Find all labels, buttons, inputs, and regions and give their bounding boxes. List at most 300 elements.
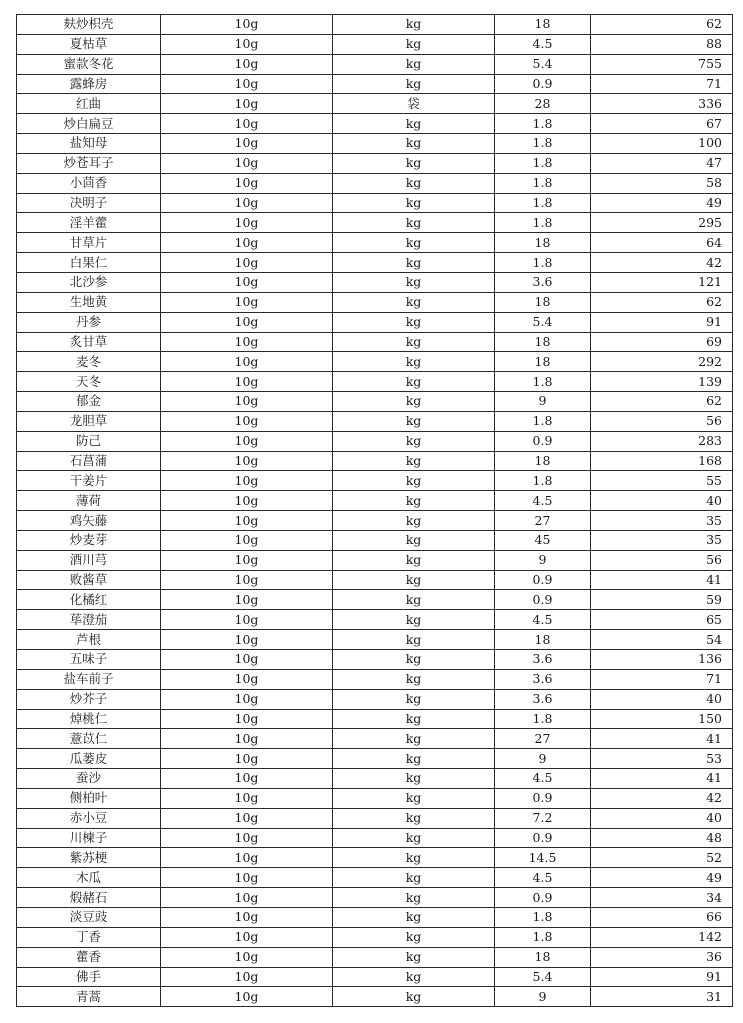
unit-cell: kg	[333, 471, 495, 491]
spec-cell: 10g	[161, 511, 333, 531]
spec-cell: 10g	[161, 808, 333, 828]
herb-name-cell: 盐车前子	[17, 669, 161, 689]
herb-name-cell: 石菖蒲	[17, 451, 161, 471]
quantity-cell: 1.8	[495, 213, 591, 233]
spec-cell: 10g	[161, 927, 333, 947]
herb-name-cell: 侧柏叶	[17, 788, 161, 808]
amount-cell: 336	[591, 94, 733, 114]
herb-name-cell: 佛手	[17, 967, 161, 987]
table-row	[17, 372, 733, 392]
amount-cell: 49	[591, 868, 733, 888]
amount-cell: 41	[591, 769, 733, 789]
unit-cell: kg	[333, 15, 495, 35]
unit-cell: kg	[333, 491, 495, 511]
table-row	[17, 530, 733, 550]
herb-name-cell: 藿香	[17, 947, 161, 967]
quantity-cell: 27	[495, 729, 591, 749]
table-row	[17, 769, 733, 789]
quantity-cell: 18	[495, 947, 591, 967]
amount-cell: 41	[591, 729, 733, 749]
unit-cell: kg	[333, 769, 495, 789]
unit-cell: kg	[333, 34, 495, 54]
table-row	[17, 213, 733, 233]
herb-name-cell: 木瓜	[17, 868, 161, 888]
table-row	[17, 94, 733, 114]
herb-name-cell: 炒芥子	[17, 689, 161, 709]
herb-name-cell: 丹参	[17, 312, 161, 332]
unit-cell: kg	[333, 590, 495, 610]
quantity-cell: 45	[495, 530, 591, 550]
table-row	[17, 253, 733, 273]
amount-cell: 49	[591, 193, 733, 213]
herb-name-cell: 郁金	[17, 392, 161, 412]
spec-cell: 10g	[161, 173, 333, 193]
quantity-cell: 1.8	[495, 927, 591, 947]
quantity-cell: 9	[495, 392, 591, 412]
unit-cell: kg	[333, 788, 495, 808]
amount-cell: 71	[591, 669, 733, 689]
spec-cell: 10g	[161, 272, 333, 292]
herb-name-cell: 败酱草	[17, 570, 161, 590]
unit-cell: kg	[333, 868, 495, 888]
unit-cell: kg	[333, 511, 495, 531]
amount-cell: 58	[591, 173, 733, 193]
unit-cell: kg	[333, 630, 495, 650]
herb-name-cell: 夏枯草	[17, 34, 161, 54]
quantity-cell: 3.6	[495, 650, 591, 670]
amount-cell: 34	[591, 888, 733, 908]
unit-cell: kg	[333, 54, 495, 74]
unit-cell: kg	[333, 114, 495, 134]
quantity-cell: 4.5	[495, 868, 591, 888]
table-row	[17, 848, 733, 868]
quantity-cell: 1.8	[495, 153, 591, 173]
unit-cell: kg	[333, 927, 495, 947]
quantity-cell: 0.9	[495, 590, 591, 610]
unit-cell: kg	[333, 570, 495, 590]
table-row	[17, 233, 733, 253]
quantity-cell: 0.9	[495, 828, 591, 848]
spec-cell: 10g	[161, 94, 333, 114]
spec-cell: 10g	[161, 134, 333, 154]
quantity-cell: 18	[495, 15, 591, 35]
amount-cell: 35	[591, 530, 733, 550]
herb-name-cell: 防己	[17, 431, 161, 451]
unit-cell: kg	[333, 392, 495, 412]
amount-cell: 42	[591, 253, 733, 273]
amount-cell: 56	[591, 550, 733, 570]
table-row	[17, 729, 733, 749]
unit-cell: kg	[333, 907, 495, 927]
amount-cell: 121	[591, 272, 733, 292]
quantity-cell: 27	[495, 511, 591, 531]
herb-name-cell: 五味子	[17, 650, 161, 670]
unit-cell: kg	[333, 610, 495, 630]
spec-cell: 10g	[161, 292, 333, 312]
herb-name-cell: 薄荷	[17, 491, 161, 511]
amount-cell: 136	[591, 650, 733, 670]
amount-cell: 31	[591, 987, 733, 1007]
unit-cell: kg	[333, 74, 495, 94]
herb-name-cell: 麦冬	[17, 352, 161, 372]
herb-name-cell: 丁香	[17, 927, 161, 947]
herb-name-cell: 白果仁	[17, 253, 161, 273]
table-row	[17, 947, 733, 967]
table-row	[17, 491, 733, 511]
herb-name-cell: 盐知母	[17, 134, 161, 154]
herb-name-cell: 淫羊藿	[17, 213, 161, 233]
amount-cell: 41	[591, 570, 733, 590]
herb-name-cell: 甘草片	[17, 233, 161, 253]
herb-name-cell: 生地黄	[17, 292, 161, 312]
unit-cell: kg	[333, 193, 495, 213]
unit-cell: kg	[333, 967, 495, 987]
herb-name-cell: 蜜款冬花	[17, 54, 161, 74]
unit-cell: kg	[333, 173, 495, 193]
table-row	[17, 570, 733, 590]
spec-cell: 10g	[161, 233, 333, 253]
spec-cell: 10g	[161, 570, 333, 590]
quantity-cell: 1.8	[495, 372, 591, 392]
table-row	[17, 610, 733, 630]
spec-cell: 10g	[161, 590, 333, 610]
spec-cell: 10g	[161, 392, 333, 412]
unit-cell: kg	[333, 888, 495, 908]
quantity-cell: 0.9	[495, 788, 591, 808]
herb-name-cell: 赤小豆	[17, 808, 161, 828]
unit-cell: kg	[333, 848, 495, 868]
unit-cell: kg	[333, 312, 495, 332]
amount-cell: 40	[591, 689, 733, 709]
quantity-cell: 4.5	[495, 34, 591, 54]
quantity-cell: 18	[495, 332, 591, 352]
table-row	[17, 907, 733, 927]
table-row	[17, 669, 733, 689]
quantity-cell: 18	[495, 352, 591, 372]
table-row	[17, 550, 733, 570]
amount-cell: 64	[591, 233, 733, 253]
spec-cell: 10g	[161, 54, 333, 74]
spec-cell: 10g	[161, 253, 333, 273]
table-row	[17, 74, 733, 94]
table-row	[17, 511, 733, 531]
table-row	[17, 689, 733, 709]
spec-cell: 10g	[161, 907, 333, 927]
quantity-cell: 1.8	[495, 193, 591, 213]
unit-cell: kg	[333, 669, 495, 689]
table-row	[17, 411, 733, 431]
unit-cell: kg	[333, 451, 495, 471]
amount-cell: 66	[591, 907, 733, 927]
amount-cell: 755	[591, 54, 733, 74]
unit-cell: kg	[333, 749, 495, 769]
unit-cell: kg	[333, 253, 495, 273]
spec-cell: 10g	[161, 729, 333, 749]
herb-name-cell: 酒川芎	[17, 550, 161, 570]
spec-cell: 10g	[161, 312, 333, 332]
herb-name-cell: 麸炒枳壳	[17, 15, 161, 35]
spec-cell: 10g	[161, 947, 333, 967]
spec-cell: 10g	[161, 431, 333, 451]
spec-cell: 10g	[161, 352, 333, 372]
amount-cell: 88	[591, 34, 733, 54]
quantity-cell: 0.9	[495, 74, 591, 94]
unit-cell: kg	[333, 431, 495, 451]
table-row	[17, 15, 733, 35]
herb-name-cell: 干姜片	[17, 471, 161, 491]
amount-cell: 91	[591, 967, 733, 987]
table-row	[17, 749, 733, 769]
table-row	[17, 967, 733, 987]
table-row	[17, 114, 733, 134]
herb-name-cell: 焯桃仁	[17, 709, 161, 729]
spec-cell: 10g	[161, 550, 333, 570]
table-row	[17, 868, 733, 888]
spec-cell: 10g	[161, 788, 333, 808]
unit-cell: kg	[333, 332, 495, 352]
amount-cell: 47	[591, 153, 733, 173]
spec-cell: 10g	[161, 15, 333, 35]
herb-name-cell: 煅赭石	[17, 888, 161, 908]
unit-cell: kg	[333, 729, 495, 749]
table-row	[17, 392, 733, 412]
table-row	[17, 650, 733, 670]
unit-cell: kg	[333, 292, 495, 312]
unit-cell: kg	[333, 352, 495, 372]
quantity-cell: 9	[495, 987, 591, 1007]
table-row	[17, 590, 733, 610]
quantity-cell: 14.5	[495, 848, 591, 868]
unit-cell: kg	[333, 987, 495, 1007]
spec-cell: 10g	[161, 868, 333, 888]
amount-cell: 142	[591, 927, 733, 947]
quantity-cell: 18	[495, 630, 591, 650]
spec-cell: 10g	[161, 610, 333, 630]
unit-cell: kg	[333, 272, 495, 292]
table-row	[17, 34, 733, 54]
amount-cell: 40	[591, 491, 733, 511]
amount-cell: 91	[591, 312, 733, 332]
unit-cell: kg	[333, 134, 495, 154]
quantity-cell: 3.6	[495, 272, 591, 292]
herb-name-cell: 薏苡仁	[17, 729, 161, 749]
spec-cell: 10g	[161, 987, 333, 1007]
quantity-cell: 1.8	[495, 471, 591, 491]
spec-cell: 10g	[161, 491, 333, 511]
quantity-cell: 4.5	[495, 769, 591, 789]
quantity-cell: 28	[495, 94, 591, 114]
spec-cell: 10g	[161, 769, 333, 789]
unit-cell: kg	[333, 650, 495, 670]
herb-name-cell: 天冬	[17, 372, 161, 392]
unit-cell: kg	[333, 828, 495, 848]
quantity-cell: 1.8	[495, 411, 591, 431]
table-body	[17, 15, 733, 1007]
amount-cell: 54	[591, 630, 733, 650]
spec-cell: 10g	[161, 332, 333, 352]
unit-cell: kg	[333, 372, 495, 392]
spec-cell: 10g	[161, 828, 333, 848]
herb-name-cell: 化橘红	[17, 590, 161, 610]
spec-cell: 10g	[161, 34, 333, 54]
herb-name-cell: 青蒿	[17, 987, 161, 1007]
spec-cell: 10g	[161, 689, 333, 709]
spec-cell: 10g	[161, 650, 333, 670]
herb-name-cell: 炙甘草	[17, 332, 161, 352]
quantity-cell: 5.4	[495, 312, 591, 332]
unit-cell: kg	[333, 550, 495, 570]
amount-cell: 65	[591, 610, 733, 630]
spec-cell: 10g	[161, 967, 333, 987]
spec-cell: 10g	[161, 411, 333, 431]
herb-name-cell: 川楝子	[17, 828, 161, 848]
amount-cell: 100	[591, 134, 733, 154]
amount-cell: 71	[591, 74, 733, 94]
spec-cell: 10g	[161, 848, 333, 868]
herb-name-cell: 鸡矢藤	[17, 511, 161, 531]
amount-cell: 55	[591, 471, 733, 491]
unit-cell: kg	[333, 947, 495, 967]
herb-name-cell: 小茴香	[17, 173, 161, 193]
quantity-cell: 0.9	[495, 570, 591, 590]
table-row	[17, 352, 733, 372]
amount-cell: 295	[591, 213, 733, 233]
amount-cell: 139	[591, 372, 733, 392]
table-row	[17, 828, 733, 848]
amount-cell: 52	[591, 848, 733, 868]
amount-cell: 69	[591, 332, 733, 352]
amount-cell: 48	[591, 828, 733, 848]
quantity-cell: 5.4	[495, 967, 591, 987]
unit-cell: kg	[333, 530, 495, 550]
amount-cell: 42	[591, 788, 733, 808]
unit-cell: kg	[333, 709, 495, 729]
unit-cell: kg	[333, 233, 495, 253]
herb-name-cell: 决明子	[17, 193, 161, 213]
amount-cell: 40	[591, 808, 733, 828]
unit-cell: kg	[333, 411, 495, 431]
herb-name-cell: 北沙参	[17, 272, 161, 292]
unit-cell: 袋	[333, 94, 495, 114]
quantity-cell: 18	[495, 451, 591, 471]
unit-cell: kg	[333, 689, 495, 709]
quantity-cell: 0.9	[495, 888, 591, 908]
spec-cell: 10g	[161, 709, 333, 729]
quantity-cell: 3.6	[495, 669, 591, 689]
spec-cell: 10g	[161, 213, 333, 233]
quantity-cell: 18	[495, 233, 591, 253]
unit-cell: kg	[333, 808, 495, 828]
spec-cell: 10g	[161, 888, 333, 908]
amount-cell: 62	[591, 292, 733, 312]
quantity-cell: 1.8	[495, 709, 591, 729]
herb-name-cell: 荜澄茄	[17, 610, 161, 630]
quantity-cell: 4.5	[495, 610, 591, 630]
spec-cell: 10g	[161, 74, 333, 94]
spec-cell: 10g	[161, 471, 333, 491]
amount-cell: 53	[591, 749, 733, 769]
spec-cell: 10g	[161, 630, 333, 650]
herb-name-cell: 蚕沙	[17, 769, 161, 789]
table-row	[17, 312, 733, 332]
table-row	[17, 630, 733, 650]
spec-cell: 10g	[161, 451, 333, 471]
table-row	[17, 927, 733, 947]
quantity-cell: 7.2	[495, 808, 591, 828]
amount-cell: 62	[591, 392, 733, 412]
table-row	[17, 173, 733, 193]
herb-price-table	[16, 14, 733, 1007]
quantity-cell: 1.8	[495, 173, 591, 193]
quantity-cell: 1.8	[495, 253, 591, 273]
amount-cell: 56	[591, 411, 733, 431]
spec-cell: 10g	[161, 153, 333, 173]
spec-cell: 10g	[161, 193, 333, 213]
spec-cell: 10g	[161, 372, 333, 392]
table-row	[17, 808, 733, 828]
herb-name-cell: 淡豆豉	[17, 907, 161, 927]
table-row	[17, 709, 733, 729]
quantity-cell: 4.5	[495, 491, 591, 511]
spec-cell: 10g	[161, 114, 333, 134]
amount-cell: 62	[591, 15, 733, 35]
herb-name-cell: 炒麦芽	[17, 530, 161, 550]
quantity-cell: 18	[495, 292, 591, 312]
table-row	[17, 272, 733, 292]
table-row	[17, 134, 733, 154]
quantity-cell: 0.9	[495, 431, 591, 451]
amount-cell: 150	[591, 709, 733, 729]
table-row	[17, 54, 733, 74]
spec-cell: 10g	[161, 669, 333, 689]
amount-cell: 67	[591, 114, 733, 134]
amount-cell: 35	[591, 511, 733, 531]
herb-name-cell: 炒苍耳子	[17, 153, 161, 173]
table-row	[17, 471, 733, 491]
quantity-cell: 1.8	[495, 114, 591, 134]
table-row	[17, 193, 733, 213]
amount-cell: 59	[591, 590, 733, 610]
quantity-cell: 1.8	[495, 907, 591, 927]
table-row	[17, 888, 733, 908]
amount-cell: 283	[591, 431, 733, 451]
herb-name-cell: 瓜蒌皮	[17, 749, 161, 769]
quantity-cell: 1.8	[495, 134, 591, 154]
table-row	[17, 788, 733, 808]
table-row	[17, 987, 733, 1007]
herb-name-cell: 炒白扁豆	[17, 114, 161, 134]
table-row	[17, 292, 733, 312]
quantity-cell: 9	[495, 749, 591, 769]
table-row	[17, 332, 733, 352]
quantity-cell: 9	[495, 550, 591, 570]
amount-cell: 36	[591, 947, 733, 967]
herb-name-cell: 红曲	[17, 94, 161, 114]
spec-cell: 10g	[161, 530, 333, 550]
amount-cell: 292	[591, 352, 733, 372]
table-row	[17, 451, 733, 471]
table-row	[17, 431, 733, 451]
herb-name-cell: 露蜂房	[17, 74, 161, 94]
quantity-cell: 3.6	[495, 689, 591, 709]
spec-cell: 10g	[161, 749, 333, 769]
herb-name-cell: 芦根	[17, 630, 161, 650]
unit-cell: kg	[333, 153, 495, 173]
herb-name-cell: 紫苏梗	[17, 848, 161, 868]
quantity-cell: 5.4	[495, 54, 591, 74]
unit-cell: kg	[333, 213, 495, 233]
amount-cell: 168	[591, 451, 733, 471]
